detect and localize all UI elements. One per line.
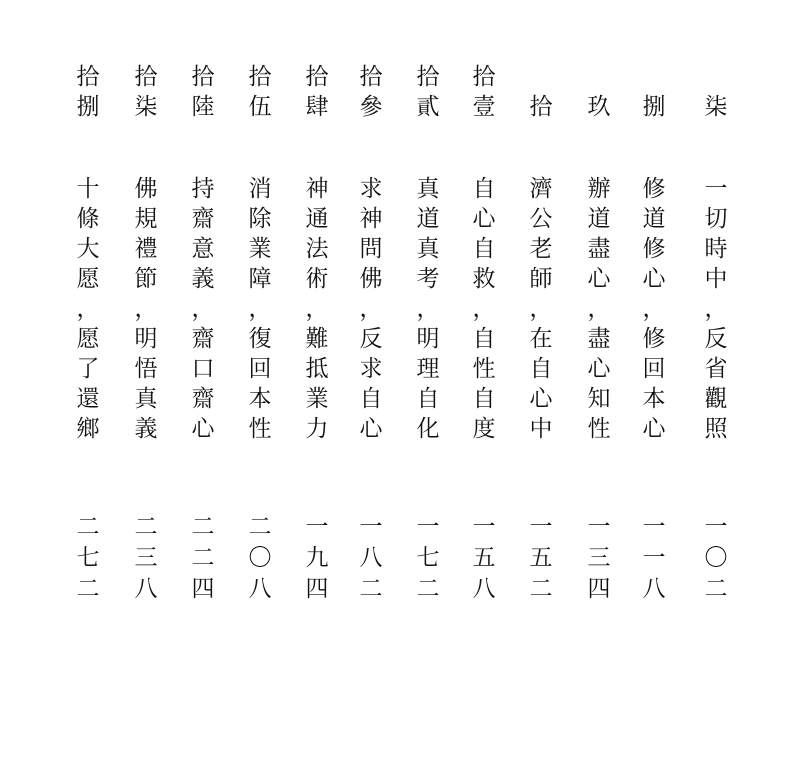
chapter-label: 拾 壹 [472, 64, 496, 120]
chapter-label: 玖 [587, 94, 611, 120]
chapter-label: 柒 [704, 94, 728, 120]
chapter-label: 拾 參 [359, 64, 383, 120]
chapter-page-number: 一 八 二 [359, 514, 383, 602]
chapter-page-number: 一 五 八 [472, 514, 496, 602]
chapter-title: 持 齋 意 義 ， 齋 口 齋 心 [191, 176, 215, 442]
chapter-page-number: 一 三 四 [587, 514, 611, 602]
chapter-title: 濟 公 老 師 ， 在 自 心 中 [529, 176, 553, 442]
chapter-page-number: 一 七 二 [416, 514, 440, 602]
chapter-page-number: 二 三 八 [134, 514, 158, 602]
chapter-page-number: 二 〇 八 [248, 514, 272, 602]
chapter-page-number: 一 九 四 [305, 514, 329, 602]
chapter-label: 拾 伍 [248, 64, 272, 120]
chapter-label: 拾 肆 [305, 64, 329, 120]
chapter-title: 一 切 時 中 ， 反 省 觀 照 [704, 176, 728, 442]
chapter-page-number: 一 五 二 [529, 514, 553, 602]
chapter-page-number: 二 二 四 [191, 514, 215, 602]
chapter-label: 拾 捌 [76, 64, 100, 120]
chapter-title: 真 道 真 考 ， 明 理 自 化 [416, 176, 440, 442]
chapter-title: 求 神 問 佛 ， 反 求 自 心 [359, 176, 383, 442]
chapter-title: 神 通 法 術 ， 難 抵 業 力 [305, 176, 329, 442]
chapter-label: 拾 [529, 94, 553, 120]
chapter-label: 拾 陸 [191, 64, 215, 120]
chapter-page-number: 二 七 二 [76, 514, 100, 602]
chapter-label: 拾 貳 [416, 64, 440, 120]
chapter-label: 捌 [642, 94, 666, 120]
chapter-page-number: 一 一 八 [642, 514, 666, 602]
chapter-title: 自 心 自 救 ， 自 性 自 度 [472, 176, 496, 442]
chapter-title: 修 道 修 心 ， 修 回 本 心 [642, 176, 666, 442]
chapter-label: 拾 柒 [134, 64, 158, 120]
chapter-page-number: 一 〇 二 [704, 514, 728, 602]
chapter-title: 消 除 業 障 ， 復 回 本 性 [248, 176, 272, 442]
chapter-title: 辦 道 盡 心 ， 盡 心 知 性 [587, 176, 611, 442]
chapter-title: 十 條 大 愿 ， 愿 了 還 鄉 [76, 176, 100, 442]
chapter-title: 佛 規 禮 節 ， 明 悟 真 義 [134, 176, 158, 442]
